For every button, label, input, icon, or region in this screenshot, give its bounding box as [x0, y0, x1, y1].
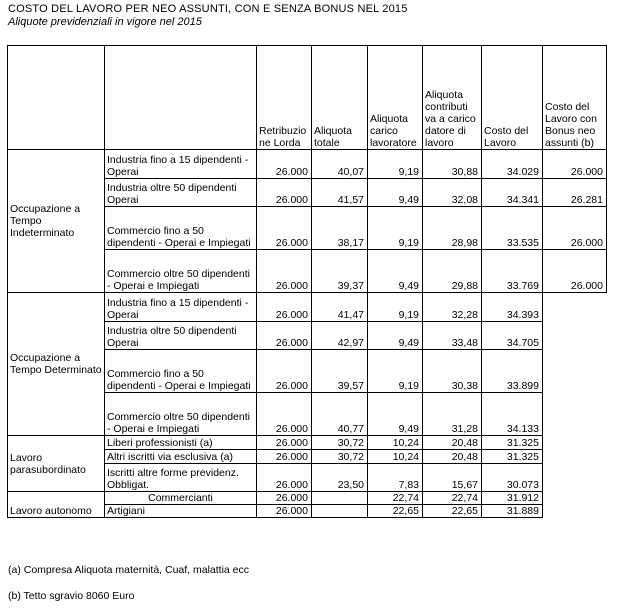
- header-group: [8, 46, 105, 150]
- cell-empty: [543, 393, 607, 436]
- cell-retribuzione: 26.000: [257, 505, 312, 518]
- cell-costo: 34.705: [482, 322, 543, 350]
- cell-retribuzione: 26.000: [257, 322, 312, 350]
- table-row: [8, 293, 607, 322]
- row-label: Artigiani: [105, 505, 257, 518]
- cell-carico-datore: 20,48: [423, 436, 482, 450]
- row-label: Altri iscritti via esclusiva (a): [105, 450, 257, 464]
- cell-carico-lavoratore: 9,19: [368, 350, 423, 393]
- cell-carico-datore: 28,98: [423, 207, 482, 250]
- group-label-indeterminato: Occupazione a Tempo Indeterminato: [8, 150, 105, 293]
- page-subtitle: Aliquote previdenziali in vigore nel 2015: [8, 16, 202, 28]
- cell-carico-datore: 32,28: [423, 293, 482, 322]
- footnote-a: (a) Compresa Aliquota maternità, Cuaf, malattia ecc: [8, 564, 250, 576]
- cell-empty: [543, 293, 607, 322]
- cell-retribuzione: 26.000: [257, 464, 312, 492]
- footnote-b: (b) Tetto sgravio 8060 Euro: [8, 590, 135, 602]
- cell-carico-datore: 32,08: [423, 179, 482, 207]
- cell-carico-lavoratore: 9,49: [368, 322, 423, 350]
- cell-aliquota-totale: [312, 505, 368, 518]
- cell-carico-lavoratore: 9,49: [368, 179, 423, 207]
- cell-aliquota-totale: 39,57: [312, 350, 368, 393]
- labor-cost-table: [7, 45, 607, 518]
- cell-costo: 34.133: [482, 393, 543, 436]
- row-label: Iscritti altre forme previdenz. Obbligat.: [105, 464, 257, 492]
- cell-costo: 33.899: [482, 350, 543, 393]
- cell-carico-datore: 31,28: [423, 393, 482, 436]
- cell-empty: [543, 322, 607, 350]
- cell-retribuzione: 26.000: [257, 450, 312, 464]
- cell-retribuzione: 26.000: [257, 350, 312, 393]
- cell-carico-datore: 22,65: [423, 505, 482, 518]
- cell-retribuzione: 26.000: [257, 250, 312, 293]
- cell-costo: 34.393: [482, 293, 543, 322]
- cell-retribuzione: 26.000: [257, 492, 312, 505]
- cell-carico-datore: 22,74: [423, 492, 482, 505]
- cell-retribuzione: 26.000: [257, 393, 312, 436]
- cell-carico-datore: 30,88: [423, 150, 482, 179]
- cell-carico-datore: 33,48: [423, 322, 482, 350]
- cell-aliquota-totale: 30,72: [312, 450, 368, 464]
- table-row: [8, 150, 607, 179]
- cell-costo: 31.325: [482, 436, 543, 450]
- cell-carico-lavoratore: 9,19: [368, 293, 423, 322]
- row-label: Industria oltre 50 dipendenti Operai: [105, 322, 257, 350]
- cell-costo-bonus: 26.000: [543, 207, 607, 250]
- cell-carico-lavoratore: 22,74: [368, 492, 423, 505]
- header-costo: Costo del Lavoro: [482, 46, 543, 150]
- header-row: [8, 46, 607, 150]
- cell-costo-bonus: 26.281: [543, 179, 607, 207]
- row-label: Commercio oltre 50 dipendenti - Operai e Impiegati: [105, 250, 257, 293]
- cell-empty: [543, 436, 607, 450]
- row-label: Commercianti: [105, 492, 257, 505]
- cell-costo: 31.889: [482, 505, 543, 518]
- header-category: [105, 46, 257, 150]
- cell-carico-lavoratore: 10,24: [368, 450, 423, 464]
- cell-costo: 34.029: [482, 150, 543, 179]
- row-label: Liberi professionisti (a): [105, 436, 257, 450]
- cell-retribuzione: 26.000: [257, 436, 312, 450]
- group-label-parasubordinato: Lavoro parasubordinato: [8, 436, 105, 492]
- row-label: Industria fino a 15 dipendenti - Operai: [105, 150, 257, 179]
- cell-empty: [543, 450, 607, 464]
- cell-costo: 31.325: [482, 450, 543, 464]
- cell-costo-bonus: 26.000: [543, 250, 607, 293]
- cell-retribuzione: 26.000: [257, 179, 312, 207]
- cell-carico-lavoratore: 22,65: [368, 505, 423, 518]
- cell-aliquota-totale: 41,47: [312, 293, 368, 322]
- cell-aliquota-totale: 30,72: [312, 436, 368, 450]
- cell-aliquota-totale: 40,07: [312, 150, 368, 179]
- row-label: Commercio oltre 50 dipendenti - Operai e Impiegati: [105, 393, 257, 436]
- cell-retribuzione: 26.000: [257, 207, 312, 250]
- cell-aliquota-totale: 39,37: [312, 250, 368, 293]
- cell-carico-lavoratore: 9,19: [368, 207, 423, 250]
- cell-costo: 31.912: [482, 492, 543, 505]
- cell-aliquota-totale: 42,97: [312, 322, 368, 350]
- cell-aliquota-totale: 40,77: [312, 393, 368, 436]
- row-label: Commercio fino a 50 dipendenti - Operai e Impiegati: [105, 207, 257, 250]
- cell-aliquota-totale: 23,50: [312, 464, 368, 492]
- cell-costo: 33.535: [482, 207, 543, 250]
- group-label-autonomo: Lavoro autonomo: [8, 492, 105, 518]
- header-aliquota-totale: Aliquota totale: [312, 46, 368, 150]
- row-label: Industria oltre 50 dipendenti Operai: [105, 179, 257, 207]
- cell-empty: [543, 505, 607, 518]
- cell-aliquota-totale: 38,17: [312, 207, 368, 250]
- cell-carico-datore: 29,88: [423, 250, 482, 293]
- cell-costo: 30.073: [482, 464, 543, 492]
- cell-carico-lavoratore: 9,19: [368, 150, 423, 179]
- cell-aliquota-totale: 41,57: [312, 179, 368, 207]
- cell-costo: 34.341: [482, 179, 543, 207]
- header-costo-bonus: Costo del Lavoro con Bonus neo assunti (b): [543, 46, 607, 150]
- table-row: [8, 436, 607, 450]
- header-retribuzione: Retribuzione Lorda: [257, 46, 312, 150]
- cell-carico-datore: 15,67: [423, 464, 482, 492]
- cell-costo-bonus: 26.000: [543, 150, 607, 179]
- cell-carico-lavoratore: 7,83: [368, 464, 423, 492]
- table-row: [8, 492, 607, 505]
- cell-retribuzione: 26.000: [257, 293, 312, 322]
- page-title: COSTO DEL LAVORO PER NEO ASSUNTI, CON E SENZA BONUS NEL 2015: [8, 3, 408, 15]
- cell-retribuzione: 26.000: [257, 150, 312, 179]
- header-carico-lavoratore: Aliquota carico lavoratore: [368, 46, 423, 150]
- cell-aliquota-totale: [312, 492, 368, 505]
- cell-carico-datore: 20,48: [423, 450, 482, 464]
- cell-empty: [543, 350, 607, 393]
- cell-carico-lavoratore: 10,24: [368, 436, 423, 450]
- cell-empty: [543, 464, 607, 492]
- cell-empty: [543, 492, 607, 505]
- group-label-determinato: Occupazione a Tempo Determinato: [8, 293, 105, 436]
- row-label: Industria fino a 15 dipendenti - Operai: [105, 293, 257, 322]
- cell-costo: 33.769: [482, 250, 543, 293]
- header-carico-datore: Aliquota contributi va a carico datore di lavoro: [423, 46, 482, 150]
- row-label: Commercio fino a 50 dipendenti - Operai e Impiegati: [105, 350, 257, 393]
- cell-carico-lavoratore: 9,49: [368, 250, 423, 293]
- cell-carico-datore: 30,38: [423, 350, 482, 393]
- cell-carico-lavoratore: 9,49: [368, 393, 423, 436]
